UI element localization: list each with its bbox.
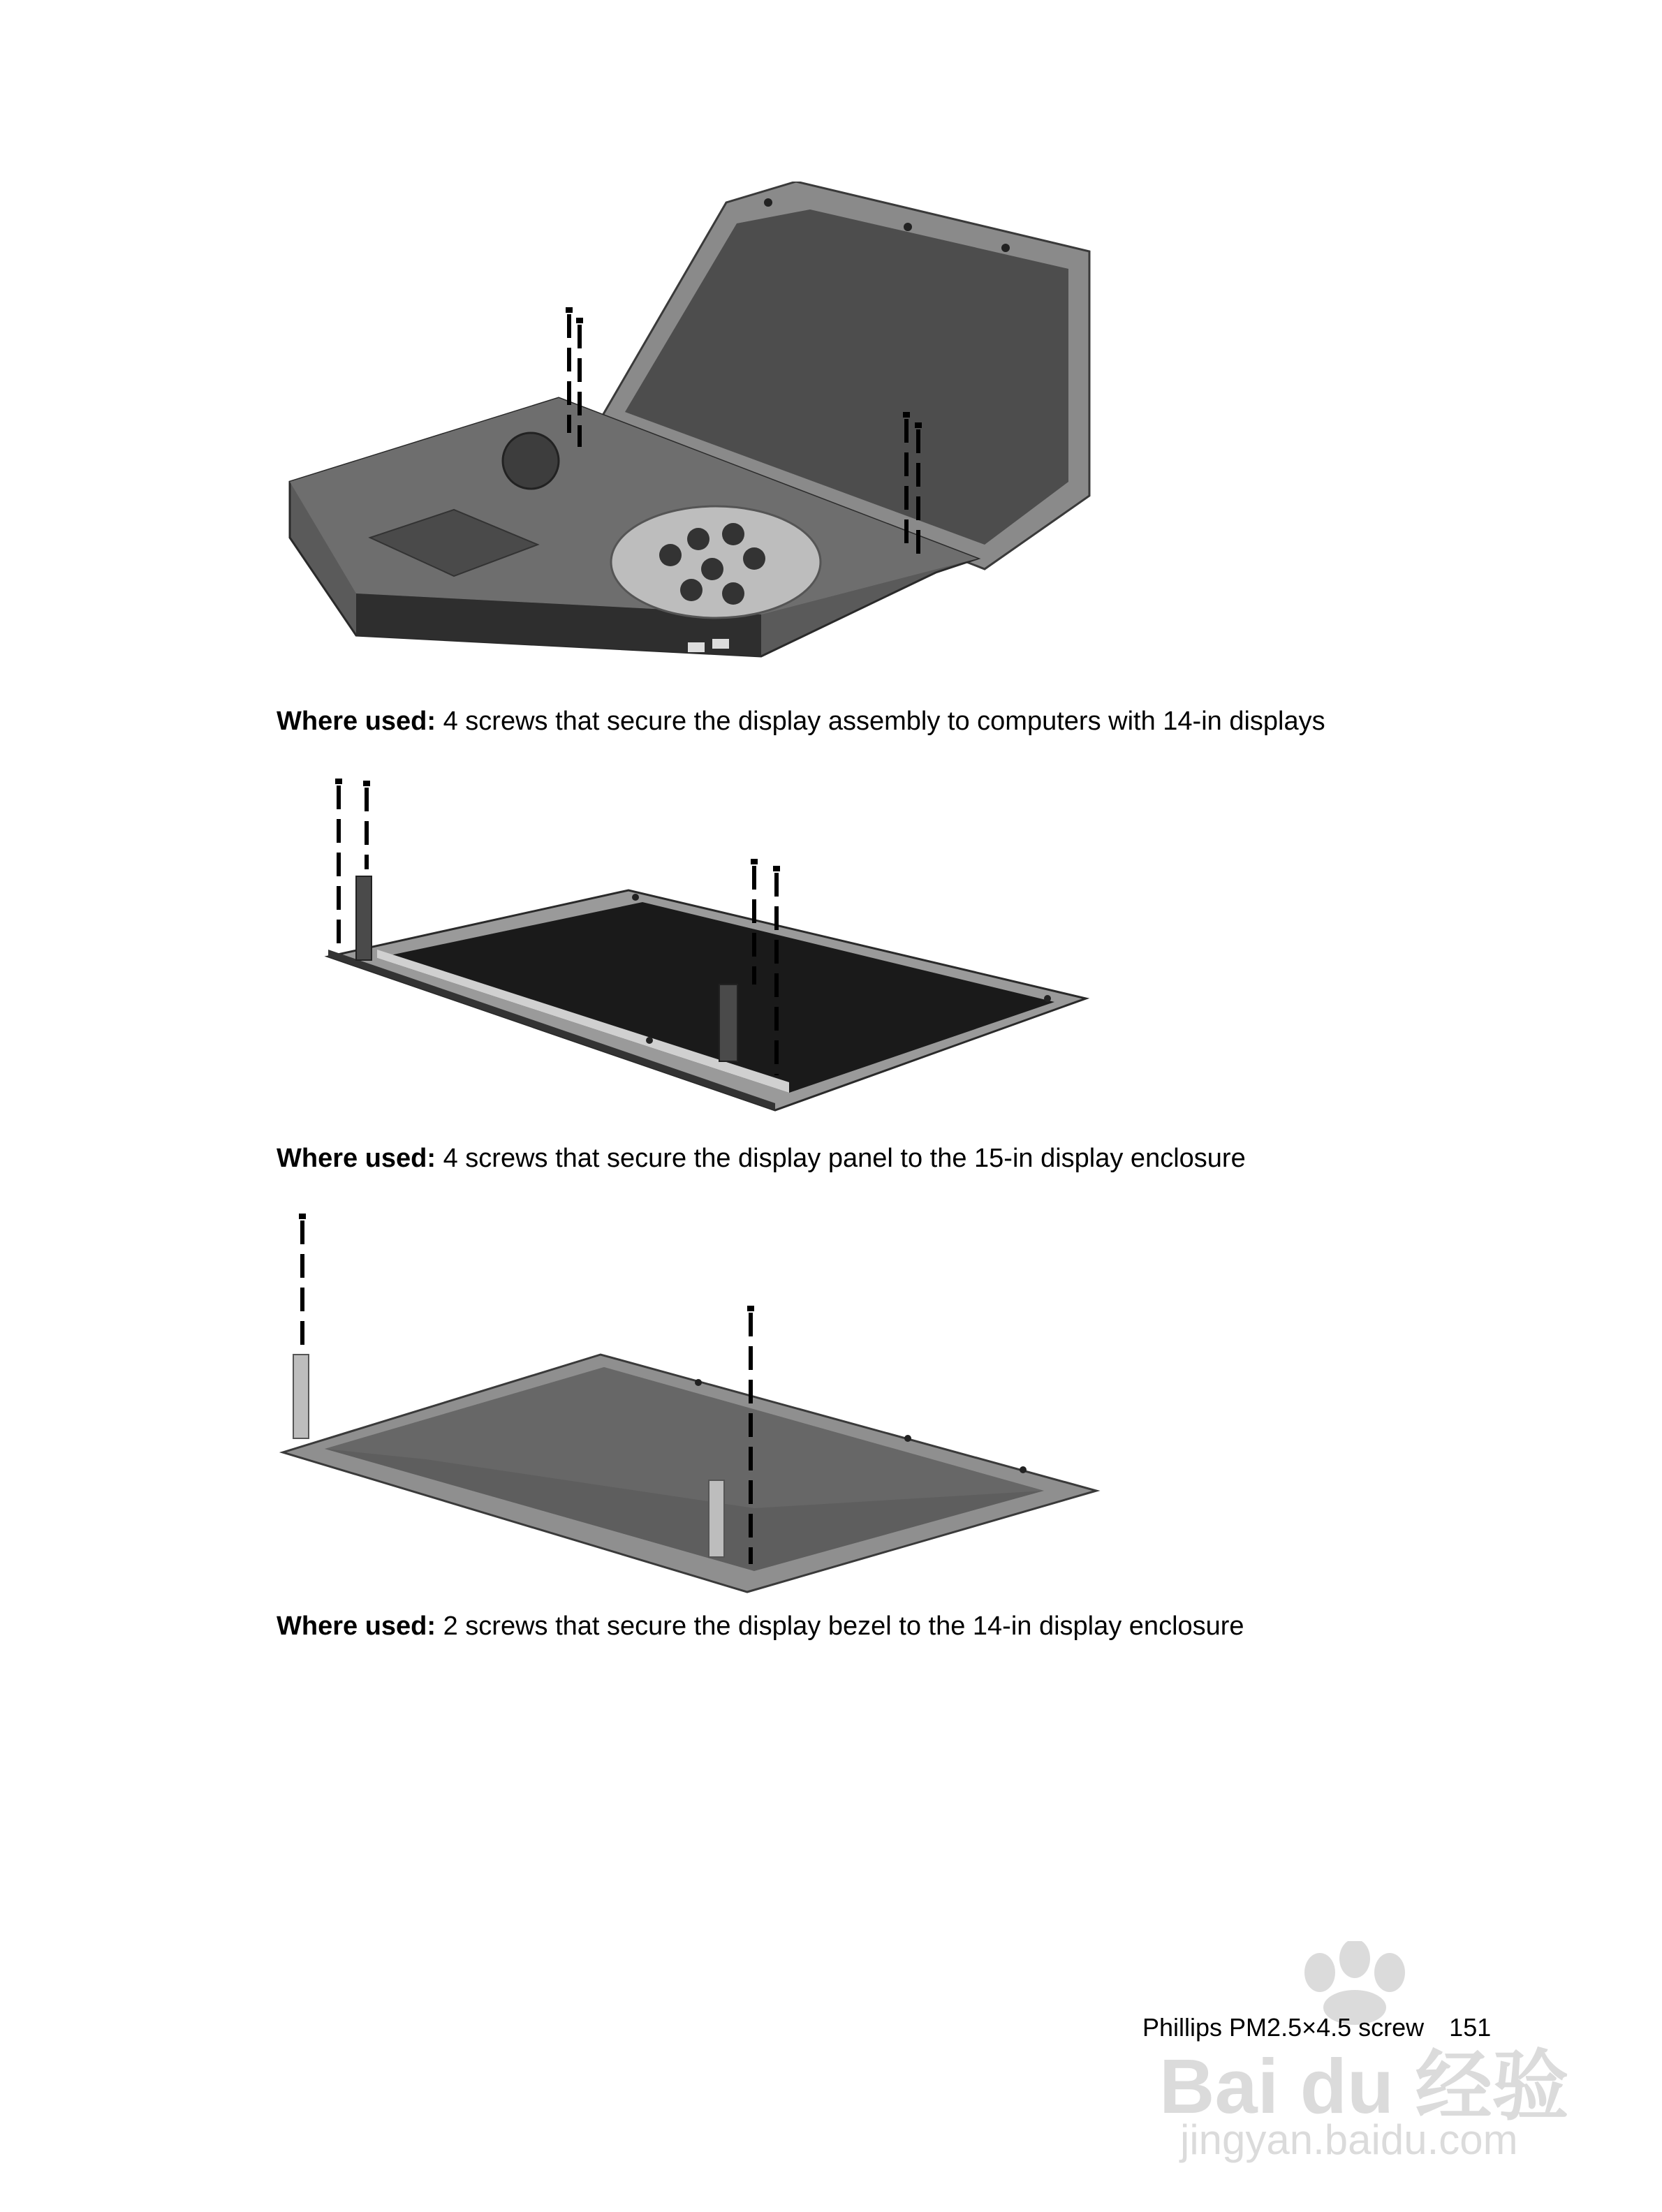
figure-display-bezel: [279, 1208, 1103, 1599]
speaker-hole: [722, 523, 744, 545]
right-hinge: [719, 985, 737, 1061]
display-bezel-illustration: [279, 1208, 1103, 1599]
left-hinge: [356, 876, 372, 960]
usb-port: [688, 642, 705, 652]
caption-2: [277, 1142, 1246, 1174]
footer-title: Phillips PM2.5×4.5 screw: [1142, 2013, 1425, 2042]
right-hinge: [709, 1480, 724, 1557]
baidu-watermark: [1159, 1941, 1569, 2192]
fan: [503, 433, 559, 489]
enclosure-screw-hole: [632, 894, 639, 901]
page-number: 151: [1449, 2013, 1492, 2042]
caption-label: Where used:: [277, 1144, 436, 1173]
caption-text: 4 screws that secure the display assembly to computers with 14-in displays: [443, 707, 1325, 736]
speaker-hole: [701, 558, 723, 580]
lid-screw-hole: [764, 198, 772, 207]
display-assembly-illustration: [279, 182, 1103, 684]
speaker-hole: [743, 547, 765, 570]
caption-text: 4 screws that secure the display panel to the 15-in display enclosure: [443, 1144, 1246, 1173]
caption-1: [277, 705, 1325, 737]
enclosure-screw-hole: [646, 1037, 653, 1044]
caption-text: 2 screws that secure the display bezel to the 14-in display enclosure: [443, 1612, 1244, 1641]
bezel-screw-hole: [1020, 1466, 1027, 1473]
speaker-hole: [680, 579, 703, 601]
caption-label: Where used:: [277, 707, 436, 736]
enclosure-screw-hole: [1044, 995, 1051, 1002]
watermark-brand: Bai du 经验: [1159, 2044, 1569, 2130]
page-footer: [1142, 2012, 1491, 2043]
speaker-hole: [687, 528, 709, 550]
figure-display-panel: [314, 775, 1117, 1124]
bezel-screw-hole: [904, 1435, 911, 1442]
watermark-url: jingyan.baidu.com: [1180, 2116, 1518, 2163]
left-hinge: [293, 1355, 309, 1438]
caption-label: Where used:: [277, 1612, 436, 1641]
speaker-hole: [722, 582, 744, 605]
usb-port: [712, 639, 729, 649]
speaker-hole: [659, 544, 682, 566]
bezel-screw-hole: [695, 1379, 702, 1386]
lid-screw-hole: [1001, 244, 1010, 252]
display-panel-illustration: [314, 775, 1117, 1124]
lid-screw-hole: [904, 223, 912, 231]
figure-display-assembly: [279, 182, 1103, 684]
caption-3: [277, 1610, 1244, 1642]
